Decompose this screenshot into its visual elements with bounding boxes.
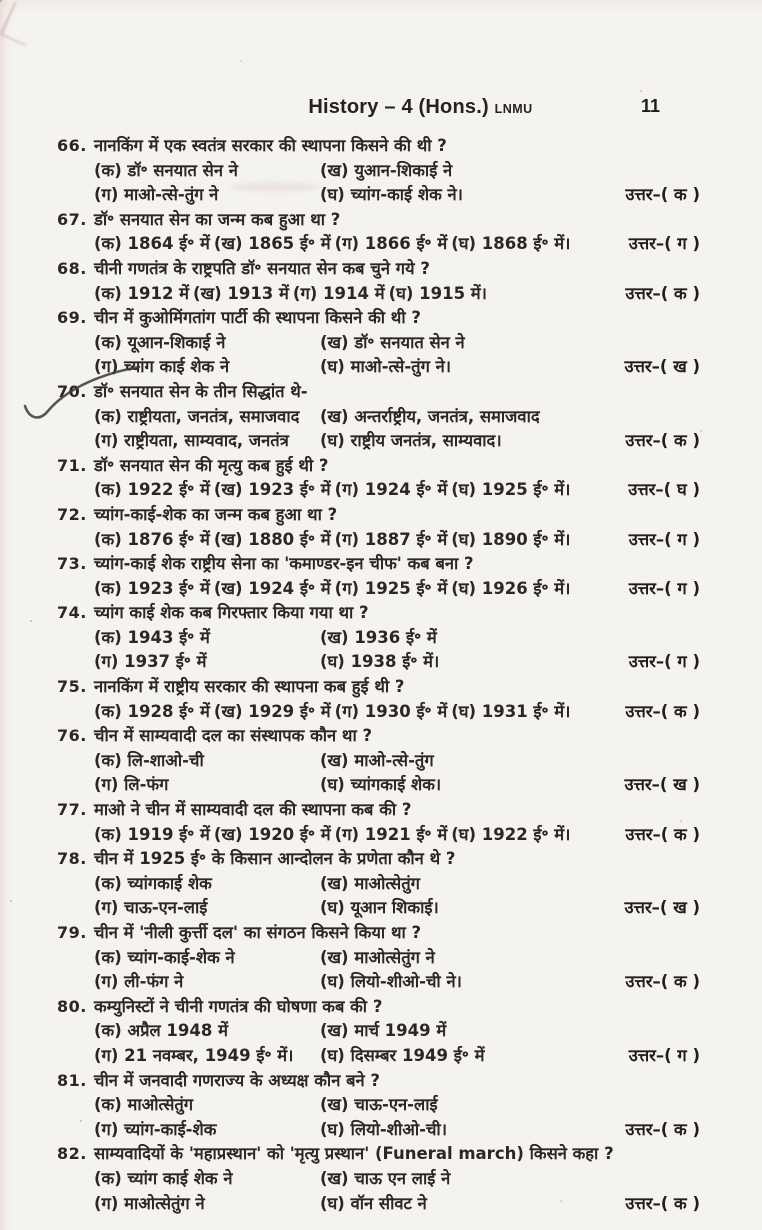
question-number: 70. [57,381,87,401]
option-row [57,1044,700,1069]
question-item [57,921,700,995]
question-number: 79. [57,923,87,942]
option: (घ) राष्ट्रीय जनतंत्र, साम्यवाद। [320,431,502,451]
question-options [57,946,700,995]
option-row [57,872,700,897]
question-line [57,552,700,577]
option-row [57,749,700,774]
question-text: साम्यवादियों के 'महाप्रस्थान' को 'मृत्यु प्रस्थान' (Funeral march) किसने कहा ? [94,1144,614,1164]
option: (क) च्यांग काई शेक ने [94,1168,233,1188]
option: (ख) डॉ॰ सनयात सेन ने [320,332,465,352]
answer-label: उत्तर–( ग ) [628,529,700,549]
question-text: चीन में 1925 ई॰ के किसान आन्दोलन के प्रणेता कौन थे ? [94,849,456,869]
question-number: 80. [57,996,87,1016]
question-text: नानकिंग में एक स्वतंत्र सरकार की स्थापना किसने की थी ? [94,136,447,155]
option: (क) राष्ट्रीयता, जनतंत्र, समाजवाद [94,406,300,426]
option-row [57,626,700,651]
question-number: 67. [57,209,87,229]
question-item [57,306,700,380]
option: (घ) वॉन सीवट ने [320,1193,427,1213]
question-item [57,380,700,454]
option-row [57,946,700,971]
answer-label: उत्तर–( क ) [625,431,700,451]
question-text: कम्युनिस्टों ने चीनी गणतंत्र की घोषणा कब की ? [94,996,383,1016]
question-text: चीन में 'नीली कुर्त्ती दल' का संगठन किसने किया था ? [94,923,422,942]
option: (ग) च्यांग काई शेक ने [94,357,230,377]
option: (क) 1912 में [94,283,190,303]
question-options [57,1167,700,1216]
option-row [57,405,700,430]
option: (ग) राष्ट्रीयता, साम्यवाद, जनतंत्र [94,431,289,451]
question-item [57,1069,700,1143]
question-number: 77. [57,800,87,820]
option: (घ) 1868 ई॰ में। [451,234,571,254]
answer-label: उत्तर–( ख ) [624,775,700,795]
option: (घ) 1890 ई॰ में। [451,529,571,549]
option: (ख) चाऊ एन लाई ने [320,1168,451,1188]
option: (ख) 1865 ई॰ में [213,234,331,254]
option: (क) डॉ॰ सनयात सेन ने [94,160,238,180]
option: (ग) 1914 में [292,283,385,303]
option: (ग) चाऊ-एन-लाई [94,898,208,918]
question-text: चीन में जनवादी गणराज्य के अध्यक्ष कौन बने ? [94,1070,380,1090]
question-number: 69. [57,308,87,328]
option: (क) अप्रैल 1948 में [94,1021,228,1041]
option: (ख) 1920 ई॰ में [213,824,331,844]
option-row [57,896,700,921]
option: (घ) लियो-शीओ-ची। [320,1119,447,1139]
option-row [57,331,700,356]
answer-label: उत्तर–( क ) [625,824,700,844]
option: (क) 1919 ई॰ में [94,824,210,844]
option: (ग) माओत्सेतुंग ने [94,1193,205,1213]
question-line [57,503,700,528]
question-line [57,306,700,331]
question-options [57,282,700,307]
option: (ग) 1866 ई॰ में [334,234,448,254]
question-item [57,503,700,552]
answer-label: उत्तर–( ग ) [628,1045,700,1065]
option: (घ) च्यांगकाई शेक। [320,775,442,795]
option: (क) माओत्सेतुंग [94,1095,194,1115]
option-row [57,650,700,675]
question-options [57,700,700,725]
pen-smudge [0,2,40,46]
question-number: 66. [57,136,87,155]
answer-label: उत्तर–( ख ) [624,898,700,918]
question-text: माओ ने चीन में साम्यवादी दल की स्थापना कब की ? [94,800,412,820]
option: (ग) 1925 ई॰ में [334,578,448,598]
paper-smudge [230,182,320,192]
option: (क) लि-शाओ-ची [94,750,204,770]
question-item [57,208,700,257]
option: (घ) 1926 ई॰ में। [451,578,571,598]
option: (ख) 1880 ई॰ में [213,529,331,549]
question-line [57,257,700,282]
option-row [57,159,700,184]
option: (क) 1928 ई॰ में [94,701,210,721]
option: (क) 1864 ई॰ में [94,234,210,254]
question-number: 76. [57,726,87,746]
question-line [57,601,700,626]
question-line [57,1142,700,1167]
option: (क) यूआन-शिकाई ने [94,332,226,352]
question-line [57,1069,700,1094]
option-row [57,232,700,257]
question-options [57,159,700,208]
option-row [57,282,700,307]
course-title: History – 4 (Hons.) [308,96,489,118]
answer-label: उत्तर–( ग ) [628,578,700,598]
question-line [57,675,700,700]
question-text: चीन में कुओमिंगतांग पार्टी की स्थापना किसने की थी ? [94,308,421,328]
option: (ग) 21 नवम्बर, 1949 ई॰ में। [94,1045,294,1065]
question-item [57,1142,700,1216]
option: (ग) 1924 ई॰ में [334,480,448,500]
question-text: नानकिंग में राष्ट्रीय सरकार की स्थापना कब हुई थी ? [94,677,405,697]
question-options [57,626,700,675]
question-number: 71. [57,455,87,475]
question-text: डॉ॰ सनयात सेन की मृत्यु कब हुई थी ? [94,455,329,475]
option-row [57,1019,700,1044]
option-row [57,970,700,995]
option: (घ) माओ-त्से-तुंग ने। [320,357,452,377]
option-row [57,429,700,454]
question-line [57,847,700,872]
option: (ख) चाऊ-एन-लाई [320,1095,438,1115]
question-item [57,134,700,208]
question-item [57,847,700,921]
page-number: 11 [640,96,660,116]
question-options [57,1019,700,1068]
option: (घ) च्यांग-काई शेक ने। [320,185,463,205]
option: (ख) अन्तर्राष्ट्रीय, जनतंत्र, समाजवाद [320,406,540,426]
question-options [57,577,700,602]
option: (ख) 1923 ई॰ में [213,480,331,500]
answer-label: उत्तर–( घ ) [628,480,700,500]
option: (क) 1876 ई॰ में [94,529,210,549]
option: (क) 1922 ई॰ में [94,480,210,500]
answer-label: उत्तर–( क ) [625,701,700,721]
question-line [57,380,700,405]
question-text: चीनी गणतंत्र के राष्ट्रपति डॉ॰ सनयात सेन कब चुने गये ? [94,258,430,278]
question-item [57,995,700,1069]
answer-label: उत्तर–( क ) [625,972,700,992]
question-options [57,823,700,848]
option-row [57,1167,700,1192]
question-number: 75. [57,677,87,697]
option: (क) च्यांगकाई शेक [94,873,212,893]
answer-label: उत्तर–( ख ) [624,357,700,377]
question-line [57,798,700,823]
question-line [57,995,700,1020]
question-item [57,601,700,675]
question-line [57,724,700,749]
question-text: च्यांग काई शेक कब गिरफ्तार किया गया था ? [94,603,369,623]
question-item [57,724,700,798]
question-line [57,454,700,479]
option-row [57,823,700,848]
question-number: 78. [57,849,87,869]
question-item [57,552,700,601]
question-text: च्यांग-काई-शेक का जन्म कब हुआ था ? [94,504,338,524]
question-number: 74. [57,603,87,623]
option: (ग) 1930 ई॰ में [334,701,448,721]
question-item [57,257,700,306]
option: (ग) च्यांग-काई-शेक [94,1119,217,1139]
question-text: चीन में साम्यवादी दल का संस्थापक कौन था ? [94,726,373,746]
option: (घ) 1922 ई॰ में। [451,824,571,844]
question-options [57,872,700,921]
option-row [57,1192,700,1217]
option: (घ) 1938 ई॰ में। [320,652,440,672]
question-line [57,134,700,159]
question-options [57,331,700,380]
answer-label: उत्तर–( क ) [625,283,700,303]
question-options [57,749,700,798]
question-options [57,478,700,503]
question-options [57,232,700,257]
question-number: 68. [57,258,87,278]
option: (क) च्यांग-काई-शेक ने [94,947,235,967]
question-text: च्यांग-काई शेक राष्ट्रीय सेना का 'कमाण्डर-इन चीफ' कब बना ? [94,554,474,574]
option: (ग) माओ-त्से-तुंग ने [94,185,219,205]
option: (ख) 1936 ई॰ में [320,627,437,647]
question-text: डॉ॰ सनयात सेन का जन्म कब हुआ था ? [94,209,341,229]
option: (क) 1923 ई॰ में [94,578,210,598]
question-number: 82. [57,1144,87,1164]
option-row [57,700,700,725]
question-item [57,675,700,724]
option: (क) 1943 ई॰ में [94,627,210,647]
question-options [57,1093,700,1142]
option: (घ) 1931 ई॰ में। [451,701,571,721]
option: (ख) 1924 ई॰ में [213,578,331,598]
question-options [57,405,700,454]
question-number: 73. [57,554,87,574]
answer-label: उत्तर–( क ) [625,1119,700,1139]
option: (घ) दिसम्बर 1949 ई॰ में [320,1045,485,1065]
question-item [57,454,700,503]
option: (ख) युआन-शिकाई ने [320,160,453,180]
option: (ग) ली-फंग ने [94,972,184,992]
option: (ग) लि-फंग [94,775,169,795]
question-number: 72. [57,504,87,524]
option: (ख) 1929 ई॰ में [213,701,331,721]
option: (ग) 1887 ई॰ में [334,529,448,549]
option: (घ) यूआन शिकाई। [320,898,439,918]
question-text: डॉ॰ सनयात सेन के तीन सिद्धांत थे- [94,381,308,401]
option: (ख) माओ-त्से-तुंग [320,750,434,770]
option-row [57,355,700,380]
question-line [57,921,700,946]
option: (घ) 1925 ई॰ में। [451,480,571,500]
option-row [57,773,700,798]
option: (ख) माओत्सेतुंग [320,873,420,893]
option: (घ) 1915 में। [388,283,487,303]
option: (ख) 1913 में [193,283,289,303]
option: (ग) 1921 ई॰ में [334,824,448,844]
option-row [57,577,700,602]
option: (घ) लियो-शीओ-ची ने। [320,972,462,992]
answer-label: उत्तर–( ग ) [628,652,700,672]
answer-label: उत्तर–( क ) [625,185,700,205]
option: (ग) 1937 ई॰ में [94,652,207,672]
question-options [57,528,700,553]
option-row [57,478,700,503]
question-item [57,798,700,847]
answer-label: उत्तर–( ग ) [628,234,700,254]
option-row [57,183,700,208]
option-row [57,528,700,553]
answer-label: उत्तर–( क ) [625,1193,700,1213]
university-abbr: LNMU [494,102,533,116]
option-row [57,1118,700,1143]
option-row [57,1093,700,1118]
option: (ख) मार्च 1949 में [320,1021,447,1041]
question-number: 81. [57,1070,87,1090]
question-list [57,134,700,1216]
option: (ख) माओत्सेतुंग ने [320,947,435,967]
question-line [57,208,700,233]
page-header [57,0,700,122]
